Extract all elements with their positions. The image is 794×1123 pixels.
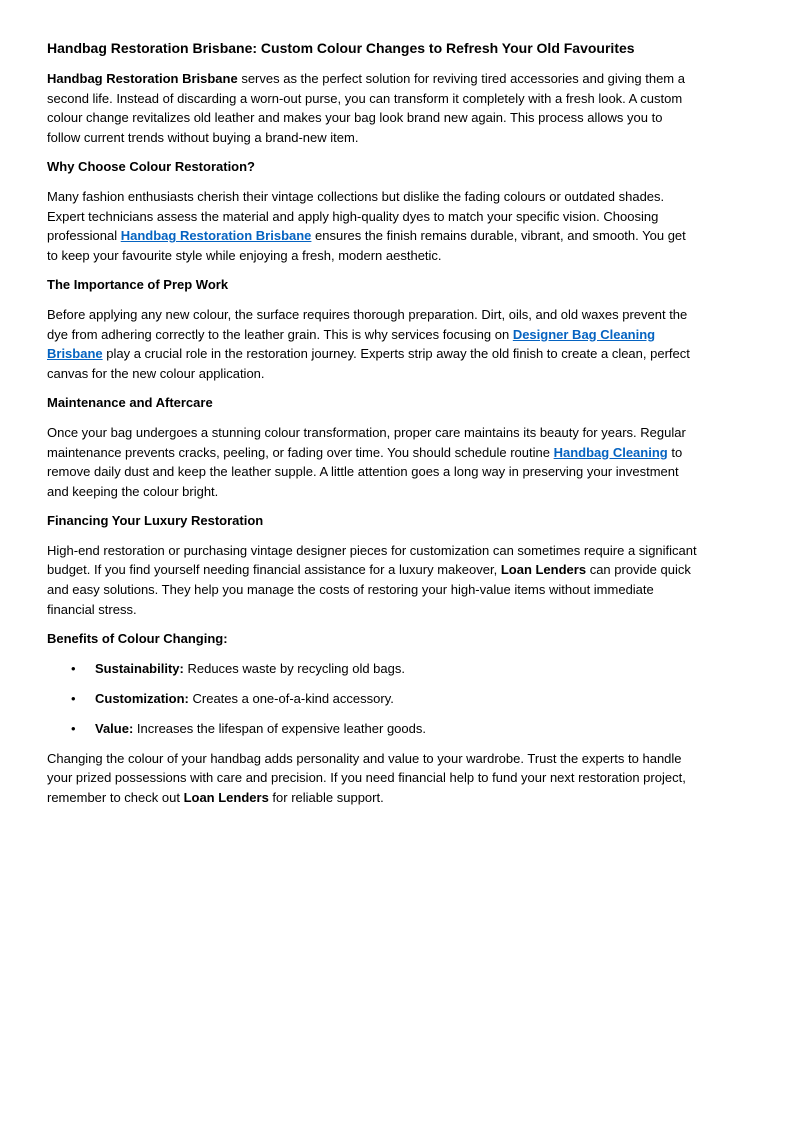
intro-bold-text: Handbag Restoration Brisbane: [47, 71, 238, 86]
document-page: [47, 38, 699, 818]
closing-text-after: for reliable support.: [268, 789, 384, 805]
list-item-label: Value:: [95, 720, 134, 736]
section-heading-financing: Financing Your Luxury Restoration: [47, 513, 264, 529]
section-heading-benefits: Benefits of Colour Changing:: [47, 631, 228, 647]
link-designer-bag-cleaning-brisbane[interactable]: Designer Bag Cleaning Brisbane: [47, 326, 656, 362]
section2-text-after: play a crucial role in the restoration journey. Experts strip away the old finish to create a clean, perfect canvas for the new colour application.: [47, 346, 690, 381]
link-handbag-cleaning[interactable]: Handbag Cleaning: [553, 444, 668, 460]
section-heading-maintenance: Maintenance and Aftercare: [47, 395, 213, 411]
section4-text-after: can provide quick and easy solutions. They help you manage the costs of restoring your high-value items without immediate financial stress.: [47, 562, 691, 617]
section2-text-before: Before applying any new colour, the surface requires thorough preparation. Dirt, oils, and old waxes prevent the dye from adhering correctly to the leather grain. This is why services focusing on: [47, 306, 688, 342]
section1-text-before: Many fashion enthusiasts cherish their vintage collections but dislike the fading colours or outdated shades. Expert technicians assess the material and apply high-quality dyes to match your specific vision. Choosing professional: [47, 188, 665, 244]
loan-lenders-bold: Loan Lenders: [500, 562, 587, 578]
section-paragraph-maintenance: [47, 423, 699, 501]
link-handbag-restoration-brisbane[interactable]: Handbag Restoration Brisbane: [120, 228, 312, 244]
closing-paragraph: [47, 749, 699, 808]
section3-text-before: Once your bag undergoes a stunning colour transformation, proper care maintains its beauty for years. Regular maintenance prevents cracks, peeling, or fading over time. You should schedule routine: [47, 424, 686, 460]
section-heading-why-choose: Why Choose Colour Restoration?: [47, 159, 255, 175]
list-item-text: Creates a one-of-a-kind accessory.: [188, 690, 394, 706]
list-item: [47, 719, 699, 739]
section-paragraph-why-choose: [47, 187, 699, 265]
list-item-label: Customization:: [95, 690, 189, 706]
bullet-icon: •: [71, 660, 76, 676]
list-item-label: Sustainability:: [95, 660, 184, 676]
bullet-icon: •: [71, 690, 76, 706]
benefits-list: [47, 659, 699, 739]
section1-text-after: ensures the finish remains durable, vibrant, and smooth. You get to keep your favourite style while enjoying a fresh, modern aesthetic.: [47, 228, 686, 263]
list-item-text: Reduces waste by recycling old bags.: [183, 660, 405, 676]
section-paragraph-prep-work: [47, 305, 699, 383]
section3-text-after: to remove daily dust and keep the leather supple. A little attention goes a long way in preserving your investment and keeping the colour bright.: [47, 444, 683, 499]
section4-text-before: High-end restoration or purchasing vintage designer pieces for customization can sometimes require a significant budget. If you find yourself needing financial assistance for a luxury makeover,: [47, 542, 697, 578]
bullet-icon: •: [71, 720, 76, 736]
section-heading-prep-work: The Importance of Prep Work: [47, 277, 229, 293]
closing-text-before: Changing the colour of your handbag adds personality and value to your wardrobe. Trust the experts to handle your prized possessions with care and precision. If you need financial help to fund your next restoration project, remember to check out: [47, 750, 686, 805]
list-item: [47, 659, 699, 679]
list-item: [47, 689, 699, 709]
intro-text: serves as the perfect solution for reviving tired accessories and giving them a second life. Instead of discarding a worn-out purse, you can transform it completely with a fresh look. A custom colour change revitalizes old leather and makes your bag look brand new again. This process allows you to follow current trends without buying a brand-new item.: [47, 71, 685, 145]
closing-loan-lenders-bold: Loan Lenders: [183, 789, 269, 805]
section-paragraph-financing: [47, 541, 699, 619]
intro-paragraph: [47, 69, 699, 147]
page-title: Handbag Restoration Brisbane: Custom Colour Changes to Refresh Your Old Favourites: [47, 40, 635, 56]
list-item-text: Increases the lifespan of expensive leather goods.: [133, 720, 426, 736]
